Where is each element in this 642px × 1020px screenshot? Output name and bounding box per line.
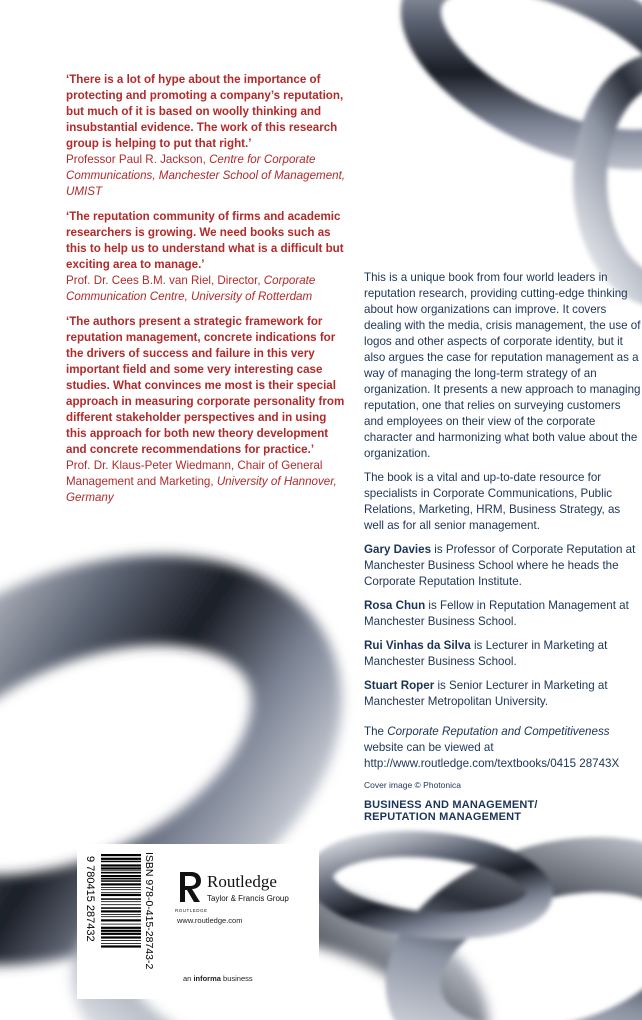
author-name: Gary Davies — [364, 543, 432, 556]
publisher-name: Routledge — [207, 872, 277, 891]
author-bio-text: is Fellow in Reputation Management at Manchester Business School. — [364, 599, 629, 628]
barcode-bar — [101, 878, 141, 880]
barcode-bar — [101, 858, 141, 860]
barcode-bar — [101, 872, 141, 874]
website-book-title: Corporate Reputation and Competitiveness — [387, 725, 610, 738]
endorsement-quote — [66, 209, 346, 305]
barcode-bar — [101, 933, 141, 935]
barcode-bar — [101, 867, 141, 869]
author-bio-text: is Professor of Corporate Reputation at Manchester Business School where he heads the Corporate Reputation Institute. — [364, 543, 636, 588]
quote-author: Prof. Dr. Klaus-Peter Wiedmann, Chair of General Management and Marketing, — [66, 459, 323, 488]
informa-word: informa — [193, 974, 221, 983]
barcode-bar — [101, 854, 141, 856]
barcode-bar — [101, 898, 141, 900]
isbn-label-wrap — [143, 852, 157, 992]
informa-tagline — [183, 974, 253, 983]
endorsement-quotes — [66, 72, 346, 515]
informa-suffix: business — [220, 974, 253, 983]
barcode-bar — [101, 875, 141, 877]
barcode-bar — [101, 936, 141, 938]
publisher-url: www.routledge.com — [177, 916, 243, 925]
author-bio-text: is Lecturer in Marketing at Manchester Business School. — [364, 639, 608, 668]
website-prefix: The — [364, 725, 388, 738]
quote-text: ‘The authors present a strategic framework for reputation management, concrete indications for the drivers of success and failure in this very important field and some very interesting case studies. What convinces me most is their special approach in measuring corporate personality from different stakeholder perspectives and in using this approach for both new theory development and concrete recommendations for practice.’ — [66, 315, 345, 456]
barcode-bar — [101, 930, 141, 932]
barcode-bar — [101, 907, 141, 909]
quote-affiliation: University of Hannover, Germany — [66, 475, 337, 504]
endorsement-quote — [66, 72, 346, 200]
barcode-bar — [101, 904, 141, 905]
barcode-bar — [101, 919, 141, 921]
quote-author: Professor Paul R. Jackson, — [66, 153, 210, 166]
barcode-bar — [101, 864, 141, 866]
informa-prefix: an — [183, 974, 194, 983]
subject-line: BUSINESS AND MANAGEMENT/ — [364, 799, 538, 811]
barcode-bar — [101, 892, 141, 893]
isbn-barcode — [83, 850, 143, 993]
barcode-digits: 9 780415 287432 — [84, 856, 96, 942]
author-name: Stuart Roper — [364, 679, 435, 692]
barcode-bar — [101, 945, 141, 947]
book-description-column — [364, 270, 642, 831]
publisher-side-label: ROUTLEDGE — [175, 908, 208, 913]
website-note — [364, 724, 642, 772]
barcode-bar — [101, 901, 141, 902]
author-bio — [364, 542, 642, 590]
barcode-bar — [101, 880, 141, 882]
quote-attribution — [66, 458, 346, 506]
quote-text: ‘There is a lot of hype about the importance of protecting and promoting a company’s reputation, but much of it is based on woolly thinking and insubstantial evidence. The work of this research group is helping to put that right.’ — [66, 73, 344, 150]
barcode-bar — [101, 889, 141, 890]
barcode-bar — [101, 943, 141, 944]
barcode-bar — [101, 887, 141, 888]
quote-attribution — [66, 273, 346, 305]
author-bio-text: is Senior Lecturer in Marketing at Manchester Metropolitan University. — [364, 679, 608, 708]
quote-text: ‘The reputation community of firms and academic researchers is growing. We need books such as this to help us to understand what is a difficult but exciting area to manage.’ — [66, 210, 344, 271]
description-paragraph: The book is a vital and up-to-date resource for specialists in Corporate Communications, Public Relations, Marketing, HRM, Business Strategy, as well as for all senior management. — [364, 471, 621, 532]
barcode-bar — [101, 927, 141, 929]
quote-author: Prof. Dr. Cees B.M. van Riel, Director, — [66, 274, 264, 287]
subject-category — [364, 799, 642, 823]
description-paragraph: This is a unique book from four world leaders in reputation research, providing cutting-edge thinking about how organizations can improve. It covers dealing with the media, crisis management, the use of logos and other aspects of corporate identity, but it also argues the case for reputation management as a way of managing the long-term strategy of an organization. It presents a new approach to managing reputation, one that relies on surveying customers and employees on their view of the corporate character and harmonizing what both value about the organization. — [364, 271, 641, 460]
cover-credit: Cover image © Photonica — [364, 780, 461, 790]
barcode-bar — [101, 924, 141, 925]
barcode-bar — [101, 914, 141, 915]
publisher-group: Taylor & Francis Group — [207, 894, 289, 903]
barcode-bar — [101, 861, 141, 863]
routledge-logo-icon — [177, 870, 203, 904]
author-name: Rui Vinhas da Silva — [364, 639, 471, 652]
barcode-panel — [77, 844, 319, 999]
quote-affiliation: Corporate Communication Centre, University of Rotterdam — [66, 274, 316, 303]
author-name: Rosa Chun — [364, 599, 426, 612]
website-line: website can be viewed at — [364, 741, 494, 754]
quote-affiliation: Centre for Corporate Communications, Manchester School of Management, UMIST — [66, 153, 346, 198]
barcode-bar — [101, 910, 141, 912]
barcode-bar — [101, 916, 141, 917]
isbn-label: ISBN 978-0-415-28743-2 — [143, 852, 155, 970]
quote-attribution — [66, 152, 346, 200]
author-bio — [364, 638, 642, 670]
barcode-bar — [101, 894, 141, 896]
barcode-bar — [101, 870, 141, 871]
barcode-bar — [101, 883, 141, 885]
subject-line: REPUTATION MANAGEMENT — [364, 811, 522, 823]
barcode-bar — [101, 940, 141, 941]
endorsement-quote — [66, 314, 346, 506]
author-bio — [364, 598, 642, 630]
website-url: http://www.routledge.com/textbooks/0415 28743X — [364, 757, 620, 770]
author-bio — [364, 678, 642, 710]
